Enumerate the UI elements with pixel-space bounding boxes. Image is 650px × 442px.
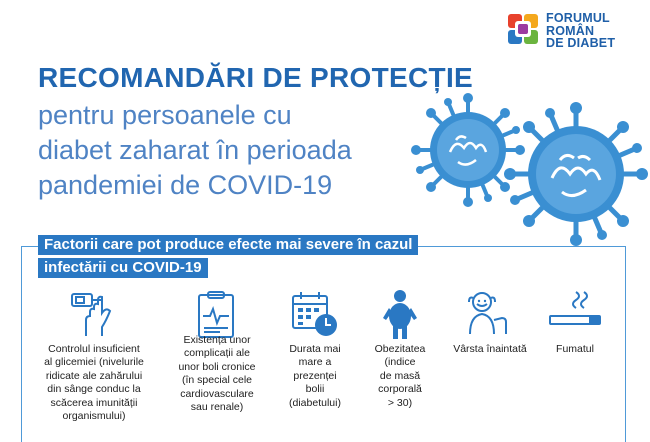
calendar-clock-icon bbox=[290, 290, 340, 338]
obese-person-icon bbox=[380, 288, 420, 340]
subtitle-line-2: diabet zaharat în perioada bbox=[38, 135, 352, 165]
section-heading-line-1: Factorii care pot produce efecte mai severe în cazul bbox=[38, 235, 418, 255]
logo-mark-icon bbox=[506, 12, 542, 48]
logo-line-2: ROMÂN bbox=[546, 23, 595, 38]
virus-icon bbox=[502, 100, 650, 248]
factor-text: Vârsta înaintată bbox=[453, 343, 527, 355]
page-title: RECOMANDĂRI DE PROTECȚIE bbox=[38, 62, 473, 93]
logo-line-1: FORUMUL bbox=[546, 11, 610, 25]
factor-text: Durata mai mare a prezenței bolii (diabetului) bbox=[289, 343, 341, 409]
glucometer-hand-icon bbox=[68, 290, 118, 338]
logo-line-3: DE DIABET bbox=[546, 36, 616, 50]
logo-text bbox=[546, 12, 615, 50]
forumul-roman-de-diabet-logo bbox=[506, 8, 646, 50]
elderly-person-icon bbox=[464, 290, 514, 336]
factor-text: Existența unor complicații ale unor boli cronice (în special cele cardiovasculare sau renale) bbox=[178, 334, 256, 414]
factor-text: Controlul insuficient al glicemiei (nivelurile ridicate ale zahărului din sânge conduc la scăcerea imunității organismului) bbox=[44, 343, 144, 423]
subtitle-line-1: pentru persoanele cu bbox=[38, 100, 292, 130]
subtitle-line-3: pandemiei de COVID-19 bbox=[38, 170, 333, 200]
factor-text: Obezitatea (indice de masă corporală > 30) bbox=[374, 343, 426, 409]
medical-report-icon bbox=[194, 290, 238, 340]
cigarette-icon bbox=[546, 290, 606, 332]
factor-text: Fumatul bbox=[556, 343, 594, 355]
section-heading-line-2: infectării cu COVID-19 bbox=[38, 258, 208, 278]
